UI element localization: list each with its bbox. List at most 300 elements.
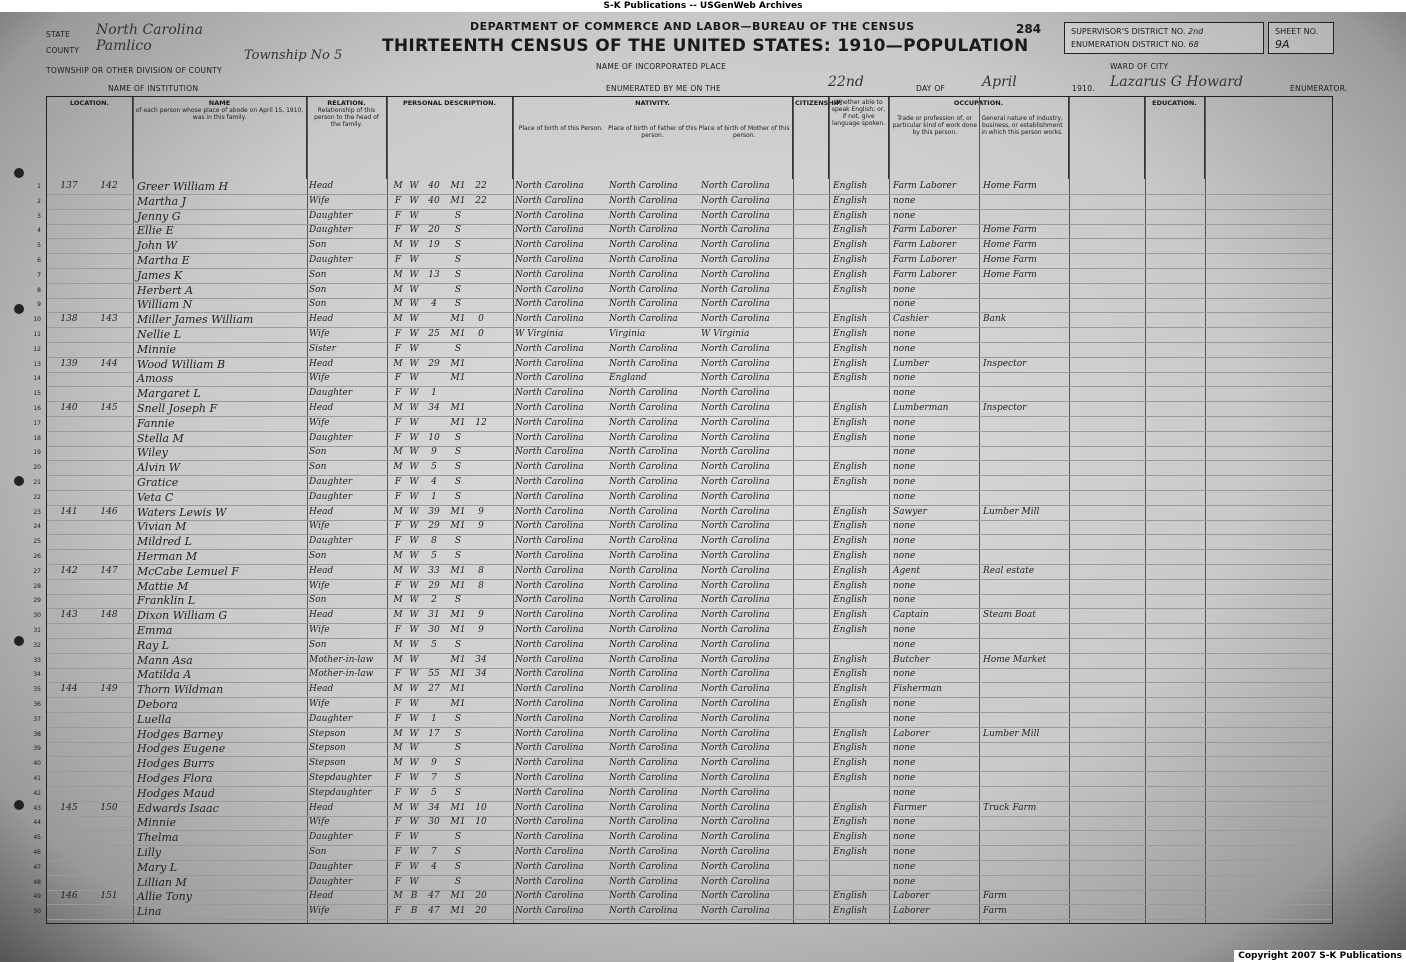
race-cell: W [409, 832, 419, 843]
trade-cell: none [893, 699, 916, 709]
mother-birthplace-cell: North Carolina [701, 373, 770, 384]
birthplace-cell: North Carolina [515, 639, 584, 650]
trade-cell: none [893, 491, 916, 502]
marital-status-cell: S [454, 269, 462, 280]
person-name-cell: Herman M [137, 550, 198, 563]
birthplace-cell: North Carolina [515, 506, 584, 517]
mother-birthplace-cell: North Carolina [701, 713, 770, 724]
age-cell: 17 [428, 728, 440, 739]
marital-status-cell: S [454, 832, 462, 843]
age-cell: 2 [431, 595, 437, 606]
sex-cell: M [393, 403, 403, 413]
trade-cell: none [893, 536, 916, 547]
county-value: Pamlico [96, 38, 152, 54]
line-number: 6 [37, 257, 41, 264]
mother-birthplace-cell: North Carolina [701, 417, 770, 428]
age-cell: 4 [431, 299, 437, 310]
person-name-cell: Ellie E [137, 224, 174, 238]
person-name-cell: Hodges Barney [137, 727, 223, 741]
sex-cell: M [393, 654, 403, 665]
language-cell: English [833, 462, 868, 473]
copyright-notice: Copyright 2007 S-K Publications [1234, 950, 1406, 962]
father-birthplace-cell: North Carolina [609, 462, 678, 473]
relation-cell: Head [309, 802, 334, 813]
table-row [33, 638, 1332, 654]
line-number: 7 [37, 271, 41, 279]
race-cell: W [409, 462, 419, 473]
dwelling-number-cell: 141 [60, 506, 78, 517]
industry-cell: Steam Boat [983, 610, 1036, 621]
sex-cell: M [393, 595, 403, 606]
age-cell: 1 [431, 713, 437, 724]
language-cell: English [833, 329, 868, 339]
mother-birthplace-cell: North Carolina [701, 269, 770, 280]
race-cell: W [409, 417, 419, 428]
mother-birthplace-cell: North Carolina [701, 358, 770, 369]
trade-cell: Fisherman [893, 684, 942, 695]
race-cell: W [409, 684, 419, 695]
person-name-cell: Hodges Flora [137, 772, 213, 785]
ward-label: WARD OF CITY [1110, 62, 1169, 71]
relation-cell: Head [309, 891, 334, 902]
marital-status-cell: M1 [450, 802, 466, 813]
trade-cell: Captain [893, 610, 929, 621]
line-number: 47 [33, 863, 41, 871]
father-birthplace-cell: North Carolina [609, 891, 678, 902]
race-cell: W [409, 284, 419, 295]
occupation-group-label: OCCUPATION. [953, 99, 1004, 107]
father-birthplace-cell: North Carolina [609, 906, 678, 917]
line-number: 30 [33, 612, 41, 620]
language-cell: English [833, 654, 868, 665]
sex-cell: M [393, 758, 403, 769]
mother-birthplace-cell: North Carolina [701, 699, 770, 709]
language-cell: English [833, 669, 868, 680]
sex-cell: M [393, 181, 403, 191]
trade-cell: Agent [893, 565, 920, 576]
relation-cell: Daughter [309, 432, 353, 443]
birthplace-cell: North Carolina [515, 876, 584, 887]
relation-cell: Daughter [309, 536, 353, 547]
line-number: 37 [33, 715, 41, 723]
language-cell: English [833, 210, 868, 221]
race-cell: W [409, 580, 419, 591]
table-row [37, 223, 1332, 239]
personal-header [387, 97, 513, 179]
marital-status-cell: M1 [450, 181, 466, 191]
birthplace-cell: North Carolina [515, 817, 584, 828]
sheet-box [1268, 22, 1334, 54]
ownership-header [1205, 97, 1332, 179]
table-row [33, 860, 1332, 876]
father-birthplace-cell: North Carolina [609, 521, 678, 532]
sex-cell: M [393, 462, 403, 473]
mother-birthplace-cell: North Carolina [701, 639, 770, 650]
race-cell: B [410, 906, 418, 917]
table-row [33, 771, 1332, 787]
relation-cell: Head [309, 506, 334, 517]
trade-cell: Lumber [893, 358, 929, 369]
trade-cell: none [893, 462, 916, 473]
birthplace-cell: North Carolina [515, 284, 584, 295]
race-cell: W [409, 181, 419, 191]
line-number: 46 [33, 849, 41, 856]
line-number: 26 [33, 553, 41, 560]
sex-cell: F [394, 329, 402, 339]
citizenship-header [793, 97, 843, 179]
table-row [33, 875, 1332, 891]
mother-birthplace-cell: North Carolina [701, 728, 770, 739]
table-row [37, 297, 1332, 313]
mother-birthplace-cell: North Carolina [701, 181, 770, 191]
mother-birthplace-cell: North Carolina [701, 284, 770, 295]
marital-status-cell: M1 [450, 684, 466, 695]
language-cell: English [833, 891, 868, 902]
mother-birthplace-cell: North Carolina [701, 758, 770, 769]
birthplace-cell: North Carolina [515, 240, 584, 251]
race-cell: W [409, 758, 419, 769]
birthplace-cell: North Carolina [515, 269, 584, 280]
trade-cell: none [893, 743, 916, 754]
race-cell: W [409, 432, 419, 443]
industry-cell: Home Farm [983, 225, 1037, 236]
census-table [33, 96, 1333, 924]
industry-cell: Farm [983, 906, 1007, 917]
birthplace-cell: North Carolina [515, 491, 584, 502]
mother-birthplace-cell: North Carolina [701, 343, 770, 354]
nativity-header [513, 97, 793, 179]
trade-cell: none [893, 713, 916, 724]
language-cell: English [833, 773, 868, 783]
father-birthplace-cell: North Carolina [609, 595, 678, 606]
line-number: 5 [37, 242, 41, 250]
race-cell: W [409, 447, 419, 458]
language-cell: English [833, 269, 868, 280]
sex-cell: F [394, 669, 402, 680]
sheet-value: 9A [1275, 38, 1290, 51]
sex-cell: F [394, 625, 402, 635]
relation-cell: Son [309, 240, 327, 251]
family-number-cell: 145 [100, 403, 118, 413]
father-birthplace-cell: North Carolina [609, 491, 678, 502]
person-name-cell: Mildred L [137, 535, 192, 549]
person-name-cell: Mann Asa [137, 653, 193, 667]
table-row [37, 268, 1332, 284]
citizenship-group-label: CITIZENSHIP. [795, 99, 843, 107]
person-name-cell: Nellie L [137, 328, 181, 341]
person-name-cell: Herbert A [137, 283, 194, 297]
birthplace-cell: North Carolina [515, 343, 584, 354]
person-name-cell: Margaret L [137, 387, 201, 401]
sex-cell: F [394, 343, 402, 354]
trade-cell: none [893, 832, 916, 843]
line-number: 40 [33, 760, 41, 768]
marital-status-cell: S [454, 432, 462, 443]
line-number: 22 [33, 493, 41, 501]
family-number-cell: 142 [100, 181, 118, 191]
age-cell: 47 [428, 906, 440, 917]
race-cell: W [409, 847, 419, 857]
marital-status-cell: S [454, 462, 462, 473]
table-row [33, 549, 1332, 565]
relation-cell: Wife [309, 817, 330, 828]
table-row [33, 904, 1332, 920]
years-married-cell: 9 [478, 625, 484, 635]
trade-cell: none [893, 432, 916, 443]
family-number-cell: 143 [100, 314, 118, 325]
enumeration-label: ENUMERATION DISTRICT NO. [1071, 40, 1186, 49]
age-cell: 13 [428, 269, 440, 280]
mother-birthplace-cell: North Carolina [701, 906, 770, 917]
age-cell: 5 [431, 551, 437, 561]
birthplace-cell: North Carolina [515, 832, 584, 843]
father-birthplace-cell: North Carolina [609, 713, 678, 724]
relation-cell: Daughter [309, 861, 353, 872]
trade-cell: none [893, 299, 916, 310]
name-header [133, 97, 307, 179]
age-cell: 29 [428, 521, 440, 532]
line-number: 19 [33, 449, 41, 457]
relation-header [307, 97, 387, 179]
table-row [33, 682, 1332, 698]
race-cell: W [409, 240, 419, 251]
relation-cell: Son [309, 551, 327, 561]
language-cell: English [833, 506, 868, 517]
age-cell: 8 [431, 536, 437, 547]
line-number: 1 [37, 183, 41, 190]
sex-cell: F [394, 699, 402, 709]
marital-status-cell: S [454, 595, 462, 606]
birthplace-cell: North Carolina [515, 654, 584, 665]
language-cell: English [833, 358, 868, 369]
person-name-cell: John W [137, 239, 178, 253]
industry-cell: Bank [983, 314, 1007, 325]
person-name-cell: Matilda A [137, 668, 192, 682]
line-number: 45 [33, 834, 41, 842]
birthplace-cell: North Carolina [515, 669, 584, 680]
table-row [37, 238, 1332, 254]
race-cell: W [409, 403, 419, 413]
relation-cell: Son [309, 299, 327, 310]
table-row [33, 342, 1332, 358]
trade-cell: none [893, 284, 916, 295]
table-row [33, 519, 1332, 535]
language-cell: English [833, 536, 868, 547]
race-cell: W [409, 477, 419, 487]
father-birthplace-cell: North Carolina [609, 506, 678, 517]
father-birthplace-cell: North Carolina [609, 551, 678, 561]
mother-birthplace-cell: North Carolina [701, 610, 770, 621]
mother-birthplace-cell: North Carolina [701, 580, 770, 591]
table-row [33, 845, 1332, 861]
line-number: 15 [33, 390, 41, 398]
trade-cell: none [893, 417, 916, 428]
marital-status-cell: S [454, 728, 462, 739]
birthplace-cell: North Carolina [515, 477, 584, 487]
relation-cell: Stepson [309, 758, 346, 769]
trade-cell: none [893, 329, 916, 339]
birthplace-cell: North Carolina [515, 847, 584, 857]
race-cell: W [409, 728, 419, 739]
marital-status-cell: S [454, 240, 462, 251]
relation-cell: Son [309, 284, 327, 295]
marital-status-cell: S [454, 773, 462, 783]
birthplace-cell: North Carolina [515, 358, 584, 369]
trade-cell: none [893, 625, 916, 635]
language-cell: English [833, 684, 868, 695]
line-number: 48 [33, 878, 41, 886]
table-row [33, 386, 1332, 402]
relation-cell: Daughter [309, 225, 353, 236]
line-number: 12 [33, 345, 41, 353]
marital-status-cell: M1 [450, 654, 466, 665]
dwelling-number-cell: 143 [60, 610, 78, 621]
age-cell: 19 [428, 240, 440, 251]
age-cell: 9 [431, 758, 437, 769]
line-number: 38 [33, 730, 41, 738]
race-cell: W [409, 536, 419, 547]
person-name-cell: Martha E [137, 254, 190, 267]
years-married-cell: 22 [475, 195, 487, 206]
race-cell: W [409, 610, 419, 621]
person-name-cell: Lina [137, 905, 162, 919]
race-cell: W [409, 551, 419, 561]
father-birthplace-cell: North Carolina [609, 343, 678, 354]
table-row [37, 253, 1332, 269]
trade-cell: Laborer [893, 906, 930, 917]
table-row [33, 741, 1332, 757]
family-number-cell: 144 [100, 358, 118, 369]
sex-cell: F [394, 432, 402, 443]
father-birthplace-cell: North Carolina [609, 669, 678, 680]
language-cell: English [833, 743, 868, 754]
enumerated-day: 22nd [828, 74, 864, 90]
line-number: 35 [33, 686, 41, 694]
years-married-cell: 10 [475, 802, 487, 813]
race-cell: W [409, 817, 419, 828]
sex-cell: M [393, 891, 403, 902]
birth-mother-header: Place of birth of Mother of this person. [698, 125, 790, 139]
race-cell: W [409, 669, 419, 680]
incorporated-place-label: NAME OF INCORPORATED PLACE [596, 62, 727, 71]
line-number: 21 [33, 479, 41, 486]
person-name-cell: Allie Tony [137, 890, 192, 904]
mother-birthplace-cell: North Carolina [701, 255, 770, 265]
person-name-cell: Hodges Maud [137, 786, 215, 800]
mother-birthplace-cell: North Carolina [701, 876, 770, 887]
age-cell: 7 [431, 773, 437, 783]
dwelling-number-cell: 138 [60, 314, 78, 325]
birthplace-cell: North Carolina [515, 625, 584, 635]
age-cell: 25 [428, 329, 440, 339]
age-cell: 7 [431, 847, 437, 857]
mother-birthplace-cell: North Carolina [701, 817, 770, 828]
sex-cell: F [394, 847, 402, 857]
race-cell: W [409, 654, 419, 665]
person-name-cell: Franklin L [137, 594, 196, 608]
relation-cell: Head [309, 314, 334, 325]
sex-cell: F [394, 373, 402, 384]
father-birthplace-cell: North Carolina [609, 255, 678, 265]
language-cell: English [833, 477, 868, 487]
marital-status-cell: S [454, 787, 462, 798]
line-number: 39 [33, 745, 41, 753]
father-birthplace-cell: North Carolina [609, 728, 678, 739]
institution-label: NAME OF INSTITUTION [108, 84, 199, 93]
name-description: of each person whose place of abode on April 15, 1910, was in this family. [135, 107, 304, 121]
line-number: 25 [33, 538, 41, 546]
race-cell: W [409, 358, 419, 369]
mother-birthplace-cell: North Carolina [701, 195, 770, 206]
table-row [33, 697, 1332, 713]
person-name-cell: Greer William H [137, 180, 229, 193]
birthplace-cell: North Carolina [515, 255, 584, 265]
table-row [33, 357, 1332, 373]
father-birthplace-cell: North Carolina [609, 699, 678, 709]
years-married-cell: 12 [475, 417, 487, 428]
person-name-cell: Hodges Burrs [137, 757, 215, 771]
marital-status-cell: S [454, 210, 462, 221]
sex-cell: M [393, 299, 403, 310]
line-number: 24 [33, 523, 41, 531]
birthplace-cell: North Carolina [515, 210, 584, 221]
person-name-cell: McCabe Lemuel F [137, 564, 239, 578]
race-cell: W [409, 329, 419, 339]
table-row [33, 830, 1332, 846]
age-cell: 40 [428, 181, 440, 191]
family-number-cell: 149 [100, 684, 118, 695]
language-cell: English [833, 240, 868, 251]
marital-status-cell: M1 [450, 506, 466, 517]
trade-cell: Sawyer [893, 506, 927, 517]
age-cell: 1 [431, 491, 437, 502]
father-birthplace-cell: North Carolina [609, 847, 678, 857]
language-cell: English [833, 284, 868, 295]
mother-birthplace-cell: North Carolina [701, 787, 770, 798]
father-birthplace-cell: North Carolina [609, 639, 678, 650]
language-cell: English [833, 699, 868, 709]
person-name-cell: Mary L [137, 860, 178, 874]
publisher-banner: S-K Publications -- USGenWeb Archives [0, 0, 1406, 12]
marital-status-cell: S [454, 536, 462, 547]
person-name-cell: Stella M [137, 431, 184, 445]
sex-cell: F [394, 832, 402, 843]
race-cell: W [409, 373, 419, 384]
table-row [33, 667, 1332, 683]
person-name-cell: Jenny G [137, 209, 181, 223]
language-cell: English [833, 758, 868, 769]
family-number-cell: 148 [100, 610, 118, 621]
mother-birthplace-cell: North Carolina [701, 847, 770, 857]
trade-cell: none [893, 210, 916, 221]
father-birthplace-cell: North Carolina [609, 225, 678, 236]
relation-cell: Daughter [309, 388, 353, 399]
language-cell: English [833, 181, 868, 191]
line-number: 8 [37, 286, 41, 294]
sex-cell: F [394, 580, 402, 591]
trade-cell: none [893, 847, 916, 857]
birthplace-cell: North Carolina [515, 713, 584, 724]
sex-cell: F [394, 388, 402, 399]
table-row [33, 801, 1332, 817]
sex-cell: M [393, 565, 403, 576]
marital-status-cell: S [454, 343, 462, 354]
line-number: 23 [33, 508, 41, 516]
birthplace-cell: North Carolina [515, 432, 584, 443]
sex-cell: F [394, 773, 402, 783]
trade-cell: none [893, 373, 916, 384]
relation-cell: Son [309, 847, 327, 857]
